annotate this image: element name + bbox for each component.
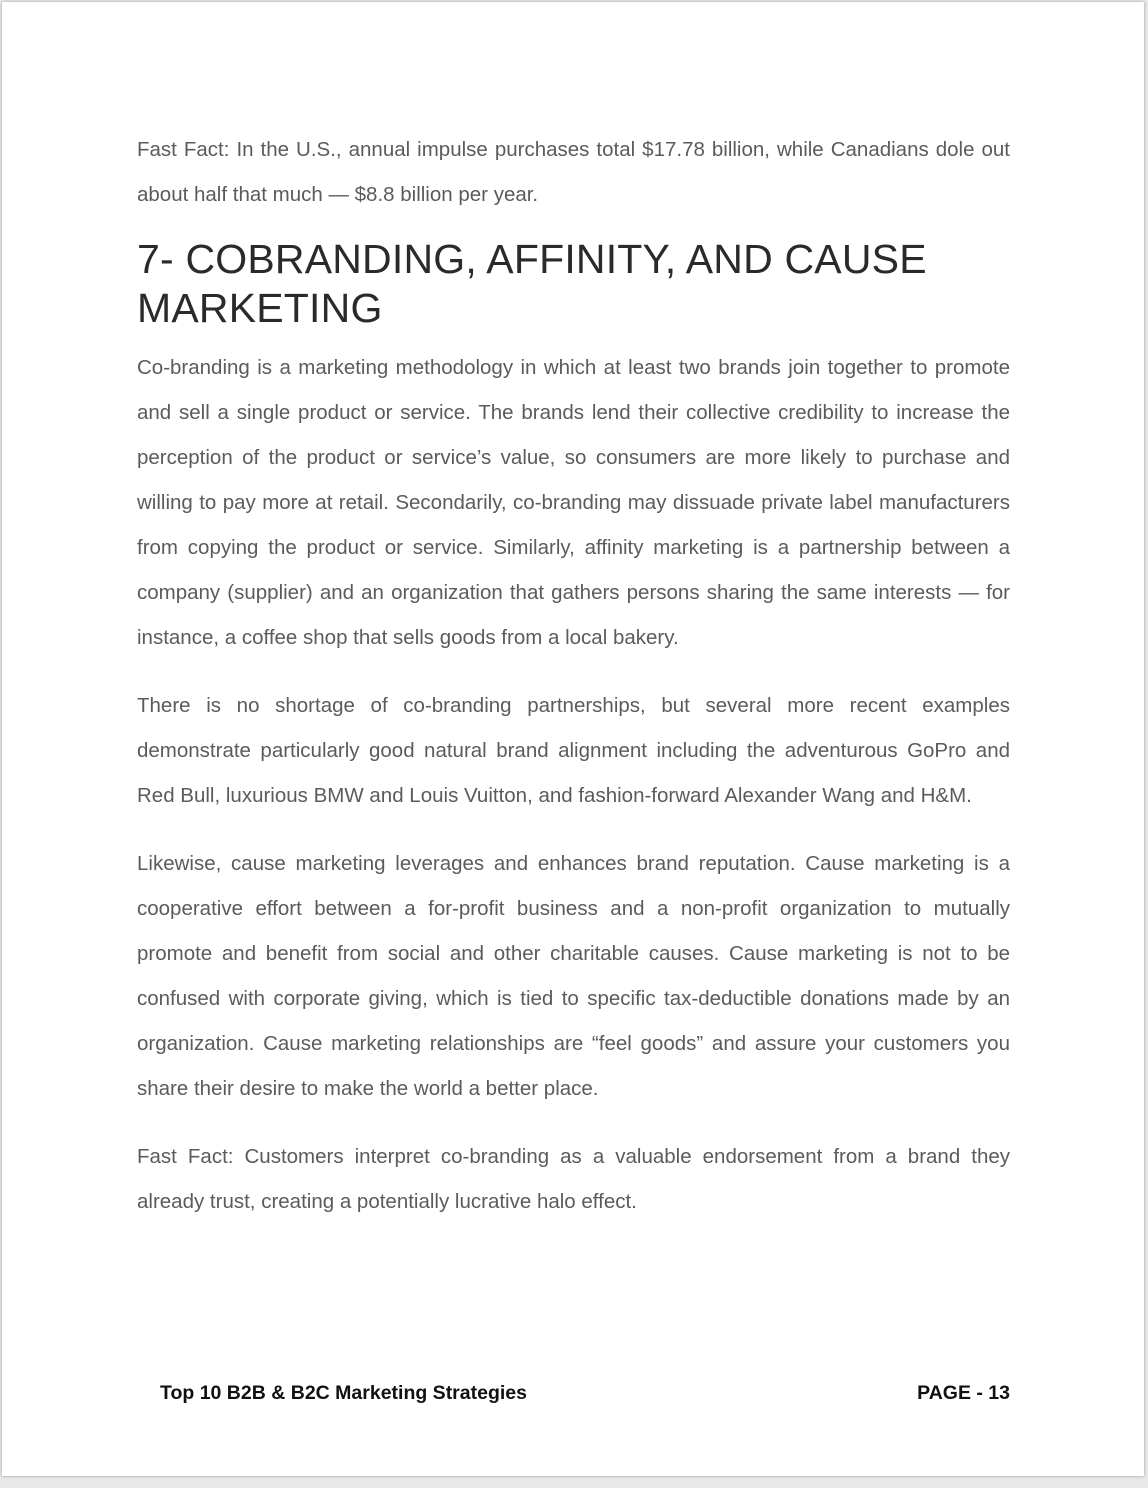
document-page: [2, 2, 1144, 1476]
fast-fact-paragraph: Fast Fact: Customers interpret co-branding as a valuable endorsement from a brand they already trust, creating a potentially lucrative halo effect.: [137, 1145, 1010, 1213]
cause-marketing-paragraph: Likewise, cause marketing leverages and enhances brand reputation. Cause marketing is a cooperative effort between a for-profit business and a non-profit organization to mutually promote and benefit from social and other charitable causes. Cause marketing is not to be confused with corporate giving, which is tied to specific tax-deductible donations made by an organization. Cause marketing relationships are “feel goods” and assure your customers you share their desire to make the world a better place.: [137, 852, 1010, 1100]
cobranding-paragraph: Co-branding is a marketing methodology in which at least two brands join together to promote and sell a single product or service. The brands lend their collective credibility to increase the perception of the product or service’s value, so consumers are more likely to purchase and willing to pay more at retail. Secondarily, co-branding may dissuade private label manufacturers from copying the product or service. Similarly, affinity marketing is a partnership between a company (supplier) and an organization that gathers persons sharing the same interests — for instance, a coffee shop that sells goods from a local bakery.: [137, 356, 1010, 649]
footer-document-title: Top 10 B2B & B2C Marketing Strategies: [160, 1382, 527, 1404]
fast-fact-paragraph: Fast Fact: In the U.S., annual impulse purchases total $17.78 billion, while Canadians dole out about half that much — $8.8 billion per year.: [137, 138, 1010, 206]
paragraph-spacer: [137, 660, 1010, 683]
footer-page-number: PAGE - 13: [917, 1382, 1010, 1404]
paragraph-spacer: [137, 818, 1010, 841]
examples-paragraph: There is no shortage of co-branding partnerships, but several more recent examples demonstrate particularly good natural brand alignment including the adventurous GoPro and Red Bull, luxurious BMW and Louis Vuitton, and fashion-forward Alexander Wang and H&M.: [137, 694, 1010, 807]
paragraph-spacer: [137, 1111, 1010, 1134]
page-content: [137, 127, 1010, 1224]
section-heading: 7- COBRANDING, AFFINITY, AND CAUSE MARKETING: [137, 236, 927, 331]
